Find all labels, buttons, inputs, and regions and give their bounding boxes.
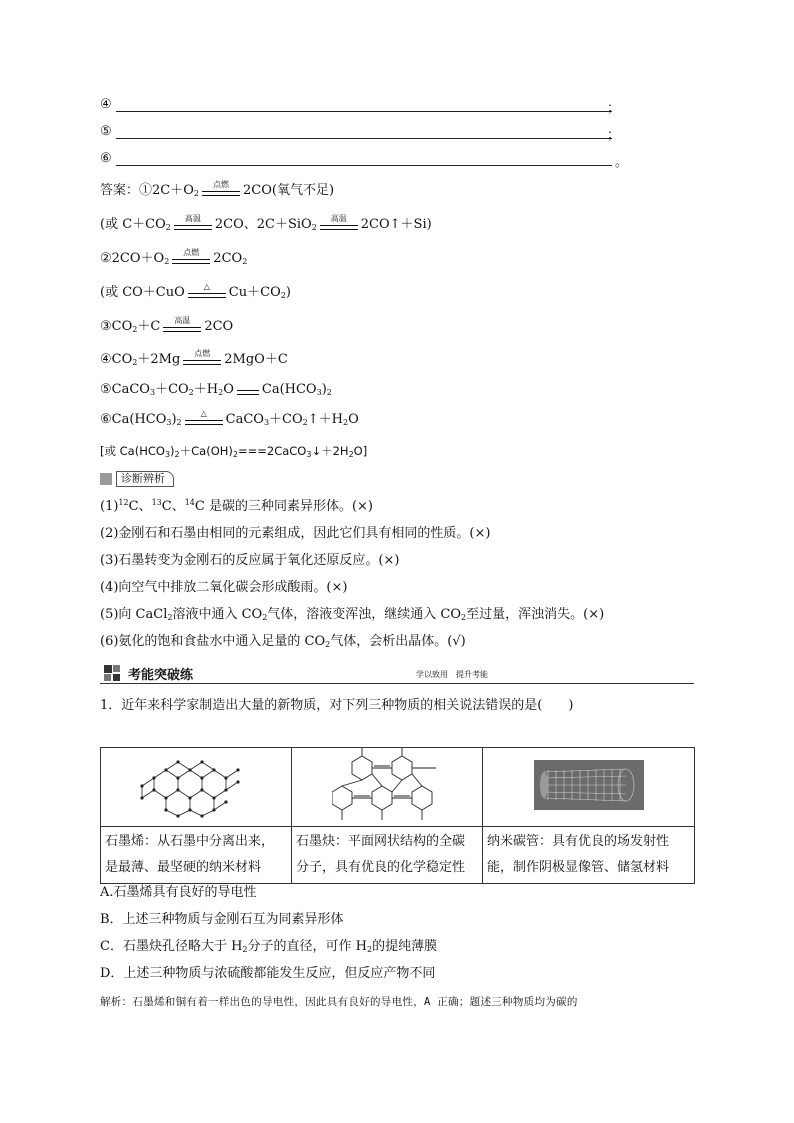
- reaction-condition: 高温: [319, 216, 359, 234]
- option-c[interactable]: C．石墨炔孔径略大于 $H_2$分子的直径，可作 $H_2$的提纯薄膜: [100, 939, 438, 954]
- answer-equation-7: $⑤CaCO_3+CO_2+H_2O$ $Ca(HCO_3)_2$: [100, 382, 332, 397]
- answer-equation-1: 答案：$①2C+O_2$ 点燃 2CO(氧气不足): [100, 180, 335, 198]
- section-title: 考能突破练: [128, 668, 194, 683]
- blank-underline: [116, 138, 612, 139]
- blank-row-5[interactable]: [100, 124, 620, 142]
- diagnosis-item-4: (4)向空气中排放二氧化碳会形成酸雨。(×): [100, 580, 348, 595]
- answer-equation-5: $③CO_2+C$ 高温 2CO: [100, 316, 234, 334]
- option-d[interactable]: D．上述三种物质与浓硫酸都能发生反应，但反应产物不同: [100, 966, 436, 981]
- blank-underline: [116, 111, 612, 112]
- reaction-condition: △: [184, 411, 224, 429]
- blank-row-4[interactable]: [100, 97, 620, 115]
- blank-end-punct: ；: [606, 128, 620, 143]
- blank-number: ⑥: [100, 151, 112, 166]
- graphyne-image: [292, 748, 483, 827]
- reaction-condition: 点燃: [182, 351, 222, 369]
- table-image-row: [101, 748, 695, 827]
- section-subtitle: 学以致用 提升考能: [416, 670, 488, 679]
- blank-underline: [116, 165, 612, 166]
- answer-equation-9: [或 $Ca(HCO_3)_2+Ca(OH)_2===2CaCO_3↓+2H_2O$]: [100, 444, 368, 459]
- blank-number: ④: [100, 97, 112, 112]
- reaction-condition: 点燃: [201, 182, 241, 200]
- reaction-equal-sign: [236, 381, 260, 399]
- section-icon: [104, 665, 120, 681]
- option-a[interactable]: A.石墨烯具有良好的导电性: [100, 885, 257, 900]
- answer-equation-6: $④CO_2+2Mg$ 点燃 2MgO＋C: [100, 349, 288, 367]
- graphyne-description: 石墨炔：平面网状结构的全碳 分子，具有优良的化学稳定性: [292, 827, 483, 884]
- reaction-condition: 高温: [162, 318, 202, 336]
- reaction-condition: 点燃: [171, 250, 211, 268]
- question-stem: 1．近年来科学家制造出大量的新物质，对下列三种物质的相关说法错误的是( ): [100, 698, 574, 713]
- diagnosis-item-2: (2)金刚石和石墨由相同的元素组成，因此它们具有相同的性质。(×): [100, 526, 491, 541]
- diagnosis-item-1: $(1)^{12}C$、$^{13}$C、$^{14}$C 是碳的三种同素异形体。(×): [100, 498, 374, 514]
- carbon-nanotube-image: [483, 748, 695, 827]
- table-text-row: [101, 827, 695, 884]
- blank-end-punct: 。: [614, 155, 628, 170]
- square-icon: [100, 473, 112, 485]
- diagnosis-item-5: (5)向 CaCl$_2$溶液中通入 $CO_2$气体，溶液变浑浊，继续通入 $CO_2$至过量，浑浊消失。(×): [100, 607, 605, 622]
- diagnosis-tag-label: 诊断辨析: [116, 471, 174, 487]
- diagnosis-item-3: (3)石墨转变为金刚石的反应属于氧化还原反应。(×): [100, 553, 400, 568]
- reaction-condition: △: [187, 284, 227, 302]
- answer-equation-8: $⑥Ca(HCO_3)_2$ △ $CaCO_3+CO_2↑+H_2O$: [100, 409, 359, 427]
- option-b[interactable]: B．上述三种物质与金刚石互为同素异形体: [100, 912, 344, 927]
- blank-end-punct: ；: [606, 101, 620, 116]
- graphene-image: [101, 748, 292, 827]
- diagnosis-item-6: (6)氨化的饱和食盐水中通入足量的 $CO_2$气体，会析出晶体。(√): [100, 634, 466, 649]
- blank-number: ⑤: [100, 124, 112, 139]
- blank-row-6[interactable]: [100, 151, 628, 170]
- nanotube-description: 纳米碳管：具有优良的场发射性 能，制作阴极显像管、储氢材料: [483, 827, 695, 884]
- analysis-text: 解析：石墨烯和铜有着一样出色的导电性，因此具有良好的导电性，A 正确；题述三种物质均为碳的: [100, 996, 578, 1008]
- reaction-condition: 高温: [173, 216, 213, 234]
- materials-table: [100, 747, 695, 884]
- answer-equation-4: (或 CO＋CuO △ $Cu+CO_2$): [100, 282, 291, 300]
- section-header: [100, 663, 694, 684]
- graphene-description: 石墨烯：从石墨中分离出来， 是最薄、最坚硬的纳米材料: [101, 827, 292, 884]
- answer-equation-2: (或 $C+CO_2$ 高温 2CO、2C＋SiO$_2$ 高温 2CO↑＋Si): [100, 214, 432, 232]
- answer-equation-3: $②2CO+O_2$ 点燃 $2CO_2$: [100, 248, 248, 266]
